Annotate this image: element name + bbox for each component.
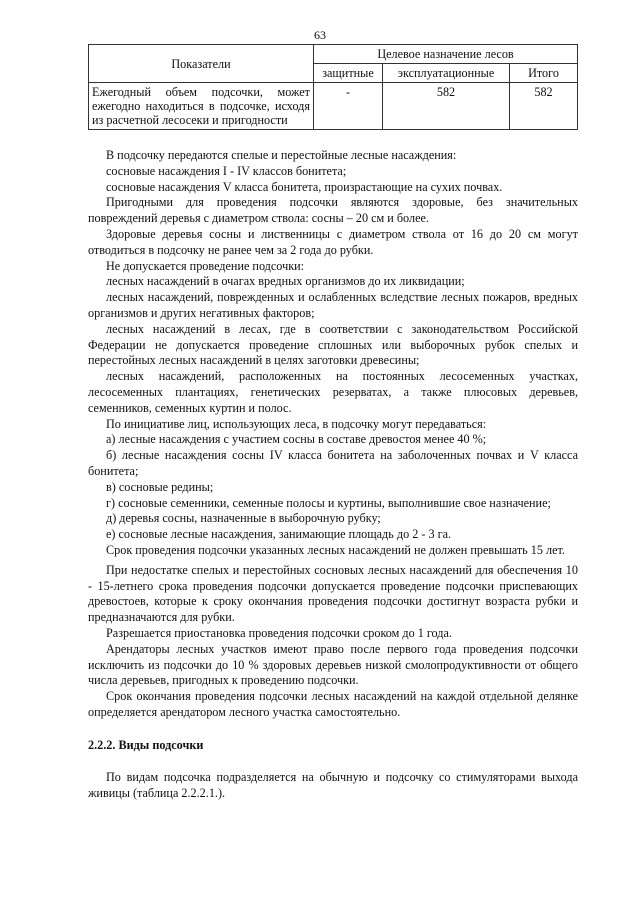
- page-number: 63: [314, 28, 326, 42]
- header-exploitation: эксплуатационные: [383, 64, 510, 83]
- header-protective: защитные: [314, 64, 383, 83]
- header-forest-purpose: Целевое назначение лесов: [314, 45, 578, 64]
- paragraph: сосновые насаждения V класса бонитета, произрастающие на сухих почвах.: [106, 179, 503, 194]
- paragraph: сосновые насаждения I - IV классов бонитета;: [106, 163, 347, 178]
- table-header-row: [89, 45, 578, 64]
- harvest-volume-table: [88, 44, 578, 130]
- paragraph: в) сосновые редины;: [106, 479, 214, 494]
- document-body: [88, 148, 578, 802]
- paragraph: лесных насаждений, поврежденных и ослабленных вследствие лесных пожаров, вредных организмов и других негативных факторов;: [88, 290, 578, 320]
- paragraph: е) сосновые лесные насаждения, занимающие площадь до 2 - 3 га.: [106, 527, 452, 542]
- header-total: Итого: [510, 64, 578, 83]
- cell-exploitation: 582: [383, 83, 510, 130]
- cell-protective: -: [314, 83, 383, 130]
- paragraph: Срок окончания проведения подсочки лесных насаждений на каждой отдельной делянке определяется арендатором лесного участка самостоятельно.: [88, 689, 578, 719]
- cell-total: 582: [510, 83, 578, 130]
- paragraph: лесных насаждений, расположенных на постоянных лесосеменных участках, лесосеменных плантациях, генетических резерватах, а также плюсовых деревьев, семенников, семенных куртин и полос.: [88, 369, 578, 415]
- paragraph: В подсочку передаются спелые и перестойные лесные насаждения:: [106, 148, 457, 162]
- table-row: [89, 83, 578, 130]
- paragraph: Здоровые деревья сосны и лиственницы с диаметром ствола от 16 до 20 см могут отводиться в подсочку не ранее чем за 2 года до рубки.: [88, 226, 578, 257]
- paragraph: лесных насаждений в лесах, где в соответствии с законодательством Российской Федерации не допускается проведение сплошных или выборочных рубок спелых и перестойных лесных насаждений в целях заготовки древесины;: [88, 321, 578, 368]
- section-heading: 2.2.2. Виды подсочки: [88, 737, 204, 752]
- paragraph: По инициативе лиц, использующих леса, в подсочку могут передаваться:: [106, 416, 487, 431]
- paragraph: Разрешается приостановка проведения подсочки сроком до 1 года.: [106, 625, 452, 640]
- paragraph: Срок проведения подсочки указанных лесных насаждений не должен превышать 15 лет.: [106, 542, 565, 557]
- paragraph: б) лесные насаждения сосны IV класса бонитета на заболоченных почвах и V класса бонитета;: [88, 448, 578, 478]
- paragraph: Не допускается проведение подсочки:: [106, 258, 305, 273]
- paragraph: д) деревья сосны, назначенные в выборочную рубку;: [106, 511, 381, 526]
- paragraph: Пригодными для проведения подсочки являются здоровые, без значительных повреждений деревья с диаметром ствола: сосны – 20 см и более.: [88, 195, 578, 226]
- paragraph: По видам подсочка подразделяется на обычную и подсочку со стимуляторами выхода живицы (таблица 2.2.2.1.).: [88, 770, 578, 801]
- paragraph: г) сосновые семенники, семенные полосы и куртины, выполнившие свое назначение;: [106, 495, 551, 510]
- paragraph: Арендаторы лесных участков имеют право после первого года проведения подсочки исключить из подсочки до 10 % здоровых деревьев низкой смолопродуктивности от общего числа деревьев, пригодных к проведению подсочки.: [88, 641, 578, 688]
- paragraph: а) лесные насаждения с участием сосны в составе древостоя менее 40 %;: [106, 432, 487, 447]
- header-indicators: Показатели: [89, 45, 314, 83]
- paragraph: лесных насаждений в очагах вредных организмов до их ликвидации;: [106, 274, 465, 289]
- cell-indicator: Ежегодный объем подсочки, может ежегодно находиться в подсочке, исходя из расчетной лесосеки и пригодности: [89, 83, 314, 130]
- paragraph: При недостатке спелых и перестойных сосновых лесных насаждений для обеспечения 10 - 15-летнего срока проведения подсочки допускается проведение подсочки приспевающих древостоев, которые к сроку окончания проведения подсочки достигнут возраста рубки и предназначаются для рубки.: [88, 562, 578, 625]
